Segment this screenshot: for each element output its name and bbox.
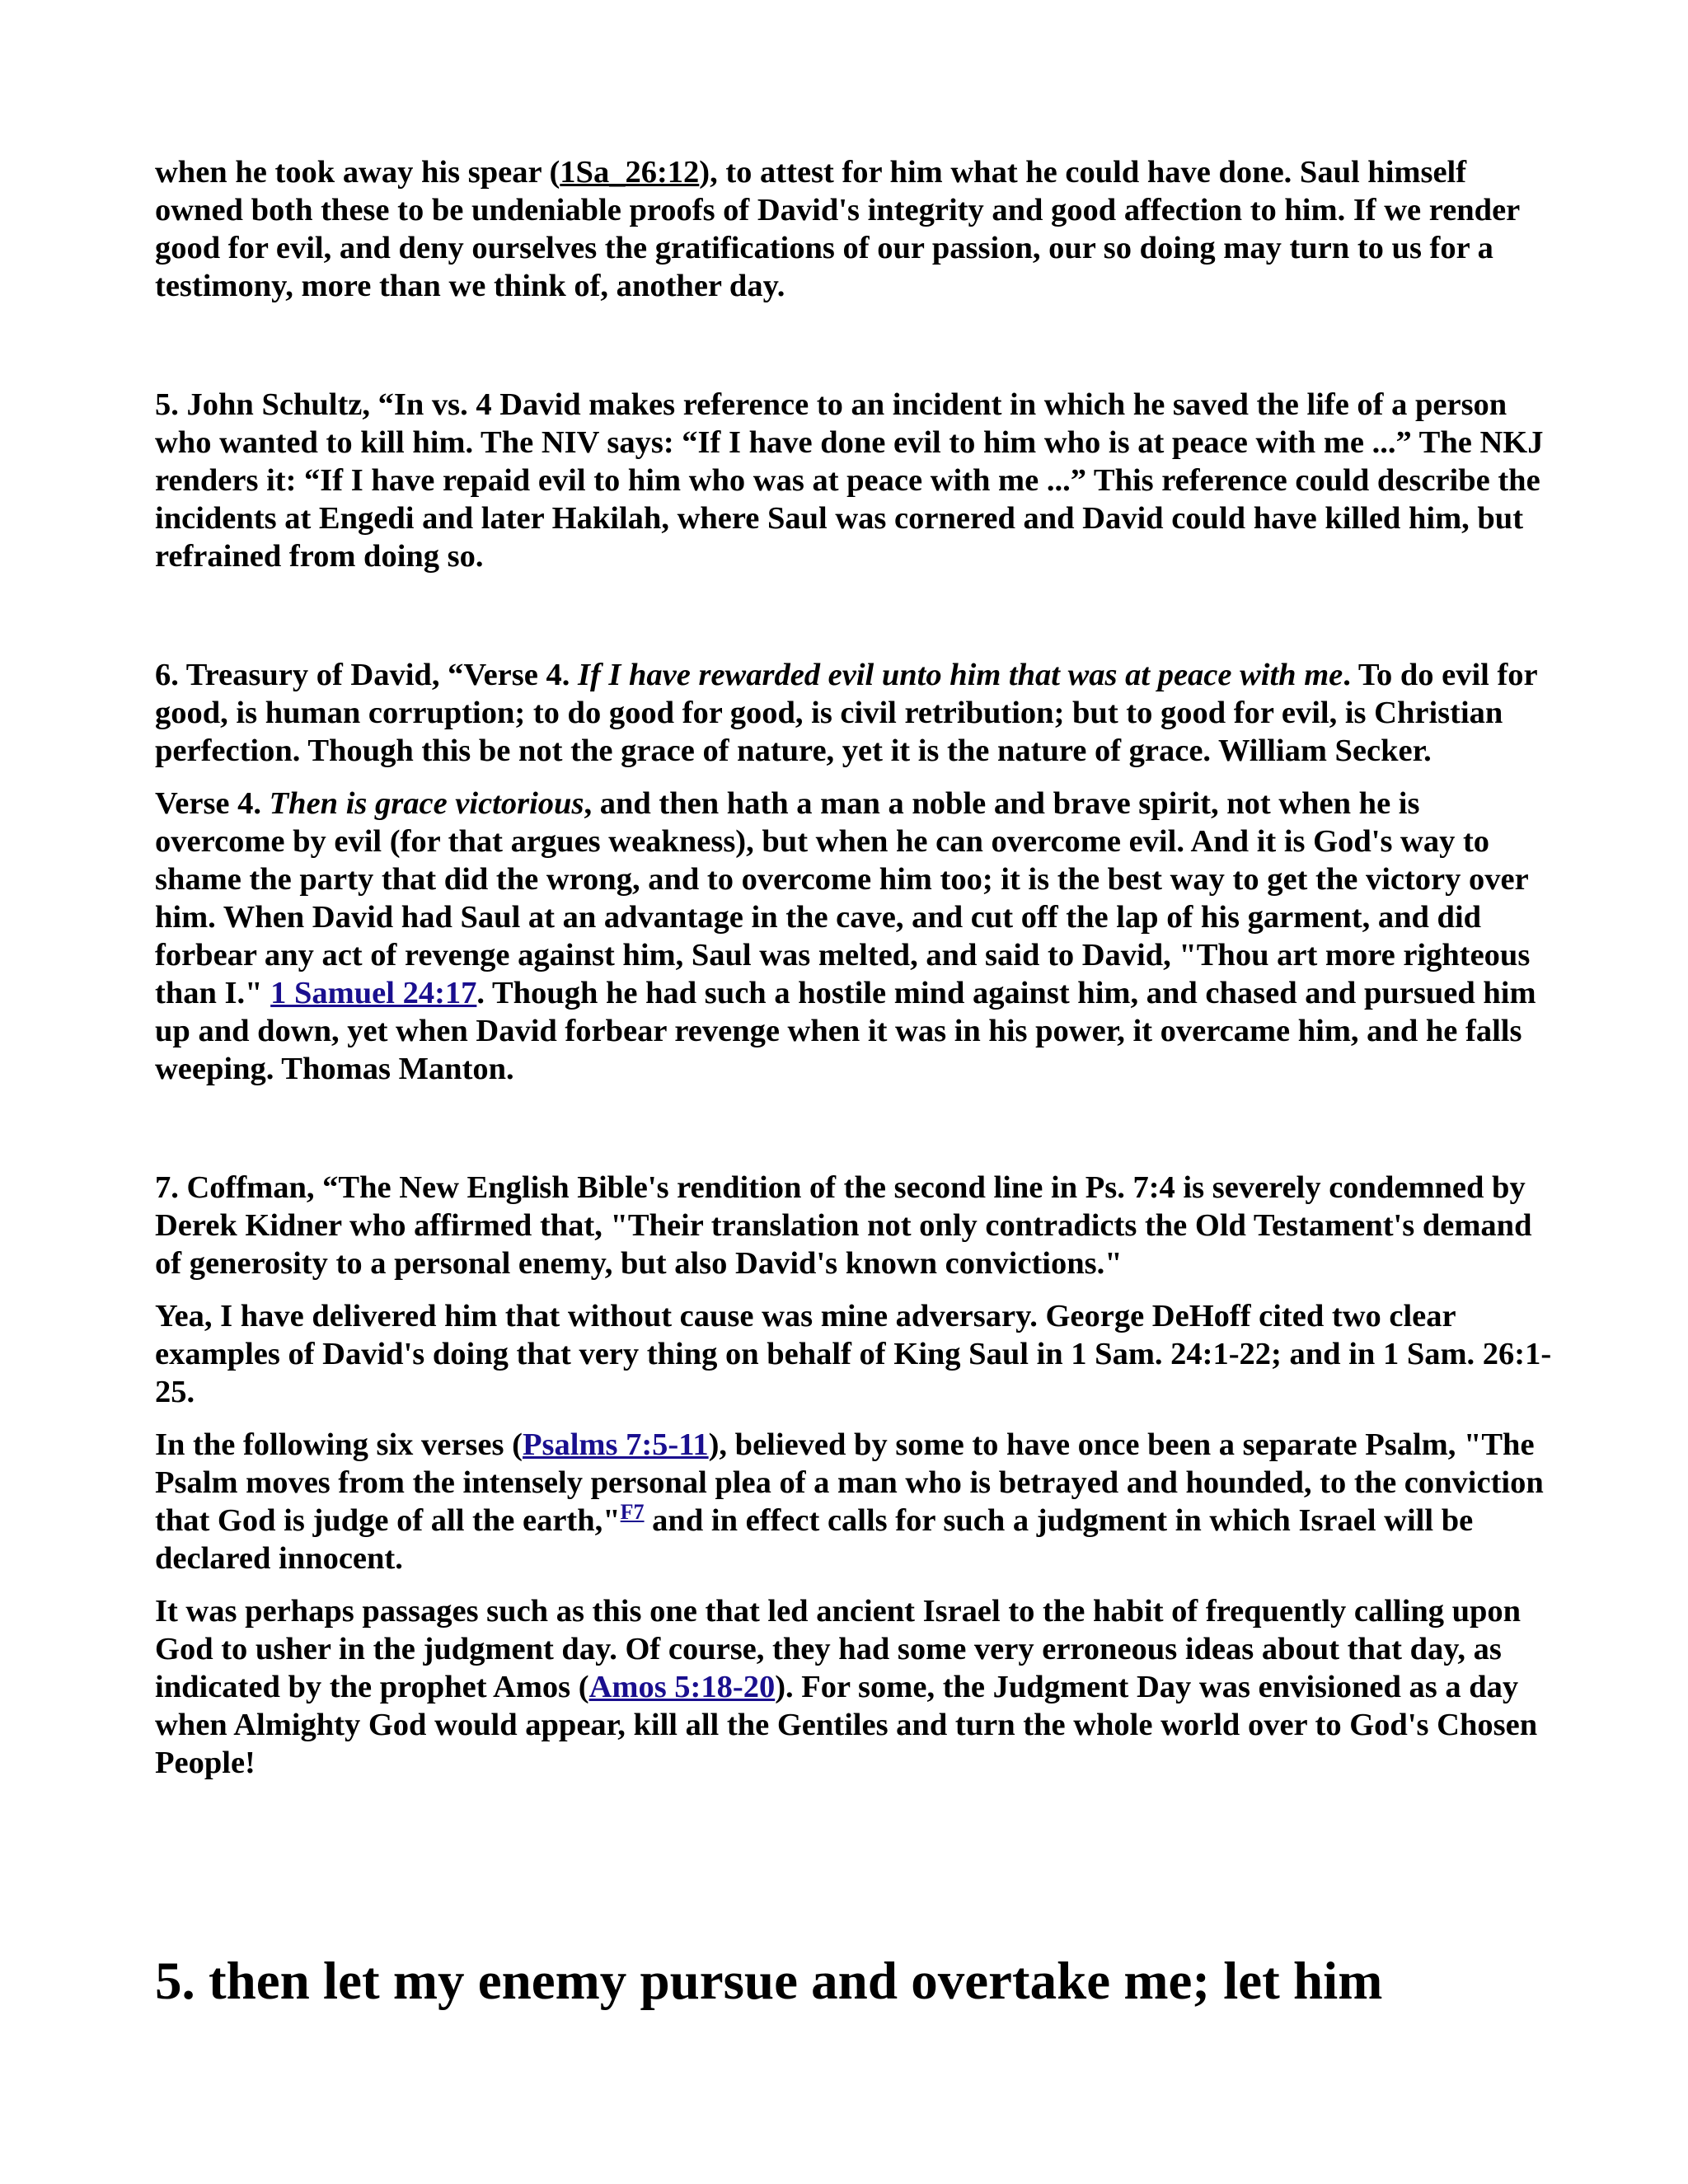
verse-heading: 5. then let my enemy pursue and overtake me; let him xyxy=(155,1952,1383,2011)
link-psalms-7-5-11[interactable]: Psalms 7:5-11 xyxy=(522,1427,709,1462)
paragraph-thomas-manton: Verse 4. Then is grace victorious, and then hath a man a noble and brave spirit, not when he is overcome by evil (for that argues weakness), but when he can overcome evil. And it is God's way to shame the party that did the wrong, and to overcome him too; it is the best way to get the victory over him. When David had Saul at an advantage in the cave, and cut off the lap of his garment, and did forbear any act of revenge against him, Saul was melted, and said to David, "Thou art more righteous than I." 1 Samuel 24:17. Though he had such a hostile mind against him, and chased and pursued him up and down, yet when David forbear revenge when it was in his power, it overcame him, and he falls weeping. Thomas Manton. xyxy=(155,786,1536,1086)
paragraph-dehoff: Yea, I have delivered him that without cause was mine adversary. George DeHoff cited two clear examples of David's doing that very thing on behalf of King Saul in 1 Sam. 24:1-22; and in 1 Sam. 26:1-25. xyxy=(155,1299,1552,1409)
paragraph-judgment-day: It was perhaps passages such as this one that led ancient Israel to the habit of frequently calling upon God to usher in the judgment day. Of course, they had some very erroneous ideas about that day, as indicated by the prophet Amos (Amos 5:18-20). For some, the Judgment Day was envisioned as a day when Almighty God would appear, kill all the Gentiles and turn the whole world over to God's Chosen People! xyxy=(155,1594,1538,1780)
link-amos-5-18-20[interactable]: Amos 5:18-20 xyxy=(588,1670,776,1704)
emphasis-grace-victorious: Then is grace victorious xyxy=(269,786,584,821)
footnote-link-f7[interactable]: F7 xyxy=(620,1500,645,1525)
link-1-samuel-24-17[interactable]: 1 Samuel 24:17 xyxy=(270,976,477,1010)
paragraph-john-schultz: 5. John Schultz, “In vs. 4 David makes reference to an incident in which he saved the life of a person who wanted to kill him. The NIV says: “If I have done evil to him who is at peace with me ...” The NKJ renders it: “If I have repaid evil to him who was at peace with me ...” This reference could describe the incidents at Engedi and later Hakilah, where Saul was cornered and David could have killed him, but refrained from doing so. xyxy=(155,387,1544,574)
paragraph-six-verses: In the following six verses (Psalms 7:5-11), believed by some to have once been a separate Psalm, "The Psalm moves from the intensely personal plea of a man who is betrayed and hounded, to the conviction that God is judge of all the earth,"$^{F7}$ and in effect calls for such a judgment in which Israel will be declared innocent. xyxy=(155,1427,1544,1576)
paragraph-henry-continued: when he took away his spear (1Sa_26:12), to attest for him what he could have done. Saul himself owned both these to be undeniable proofs of David's integrity and good affection to him. If we render good for evil, and deny ourselves the gratifications of our passion, our so doing may turn to us for a testimony, more than we think of, another day. xyxy=(155,155,1520,303)
link-1sa-26-12[interactable]: 1Sa_26:12 xyxy=(560,155,700,190)
verse-quote: If I have rewarded evil unto him that was at peace with me xyxy=(577,658,1343,692)
paragraph-coffman: 7. Coffman, “The New English Bible's rendition of the second line in Ps. 7:4 is severely condemned by Derek Kidner who affirmed that, "Their translation not only contradicts the Old Testament's demand of generosity to a personal enemy, but also David's known convictions." xyxy=(155,1170,1532,1281)
paragraph-treasury-of-david: 6. Treasury of David, “Verse 4. If I have rewarded evil unto him that was at peace with me. To do evil for good, is human corruption; to do good for good, is civil retribution; but to good for evil, is Christian perfection. Though this be not the grace of nature, yet it is the nature of grace. William Secker. xyxy=(155,658,1537,768)
document-body xyxy=(155,153,1556,2011)
